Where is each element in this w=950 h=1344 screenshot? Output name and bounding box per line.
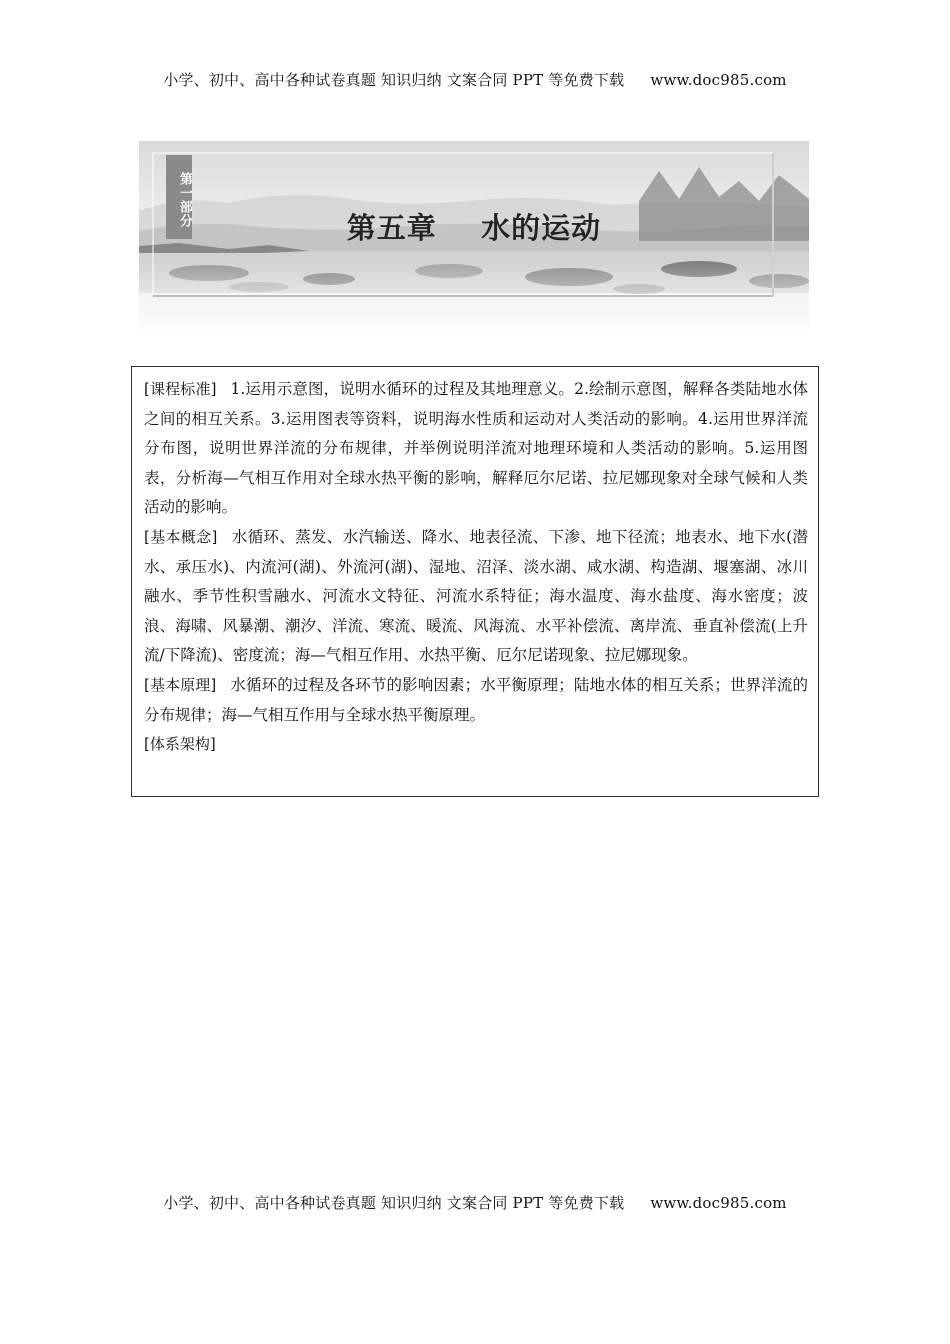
basic-principles-paragraph — [144, 671, 808, 730]
footer-url[interactable]: www.doc985.com — [650, 1194, 787, 1212]
page-header — [0, 69, 950, 90]
page-footer — [0, 1192, 950, 1213]
course-standard-paragraph — [144, 375, 808, 523]
footer-text: 小学、初中、高中各种试卷真题 知识归纳 文案合同 PPT 等免费下载 — [163, 1194, 625, 1212]
basic-principles-text: 水循环的过程及各环节的影响因素；水平衡原理；陆地水体的相互关系；世界洋流的分布规律；海—气相互作用与全球水热平衡原理。 — [144, 675, 808, 724]
chapter-title: 第五章 水的运动 — [346, 211, 602, 245]
header-text: 小学、初中、高中各种试卷真题 知识归纳 文案合同 PPT 等免费下载 — [163, 71, 625, 89]
basic-concepts-tag: [基本概念] — [144, 527, 218, 546]
header-url[interactable]: www.doc985.com — [650, 71, 787, 89]
framework-tag: [体系架构] — [144, 735, 216, 754]
basic-principles-tag: [基本原理] — [144, 675, 217, 694]
course-standard-tag: [课程标准] — [144, 380, 217, 398]
course-standard-text: 1.运用示意图，说明水循环的过程及其地理意义。2.绘制示意图，解释各类陆地水体之间的相互关系。3.运用图表等资料，说明海水性质和运动对人类活动的影响。4.运用世界洋流分布图，说明世界洋流的分布规律，并举例说明洋流对地理环境和人类活动的影响。5.运用图表，分析海—气相互作用对全球水热平衡的影响，解释厄尔尼诺、拉尼娜现象对全球气候和人类活动的影响。 — [144, 380, 808, 517]
part-label: 第一部分 — [166, 155, 192, 239]
basic-concepts-paragraph — [144, 523, 808, 671]
basic-concepts-text: 水循环、蒸发、水汽输送、降水、地表径流、下渗、地下径流；地表水、地下水(潜水、承压水)、内流河(湖)、外流河(湖)、湿地、沼泽、淡水湖、咸水湖、构造湖、堰塞湖、冰川融水、季节性积雪融水、河流水文特征、河流水系特征；海水温度、海水盐度、海水密度；波浪、海啸、风暴潮、潮汐、洋流、寒流、暖流、风海流、水平补偿流、离岸流、垂直补偿流(上升流/下降流)、密度流；海—气相互作用、水热平衡、厄尔尼诺现象、拉尼娜现象。 — [144, 527, 808, 665]
framework-paragraph — [144, 730, 808, 760]
course-overview-box — [131, 366, 819, 797]
